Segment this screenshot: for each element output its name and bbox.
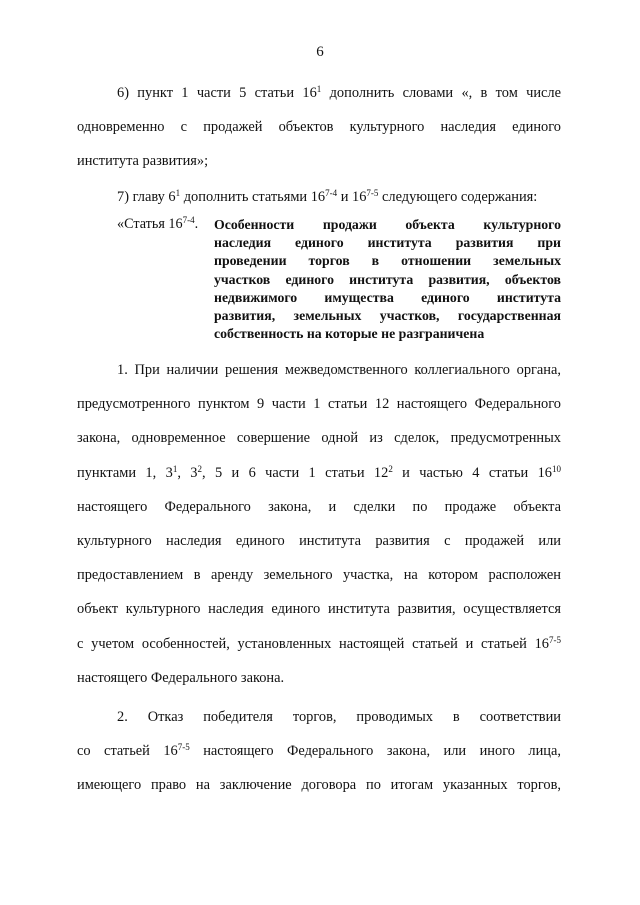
title-line: наследия единого института развития при — [214, 235, 561, 251]
title-line: развития, земельных участков, государственная — [214, 308, 561, 324]
paragraph-item-7 — [77, 180, 561, 214]
text-line: культурного наследия единого института развития с продажей или — [77, 533, 561, 550]
section-1-paragraph — [77, 353, 561, 695]
text-line: закона, одновременное совершение одной из сделок, предусмотренных — [77, 430, 561, 447]
section-2-paragraph — [77, 700, 561, 803]
article-label: «Статья 16$^{7-4}$. — [117, 215, 199, 232]
text-line: со статьей 16$^{7-5}$ настоящего Федерального закона, или иного лица, — [77, 742, 561, 760]
title-line: собственность на которые не разграничена — [214, 326, 485, 342]
text-line: предусмотренного пунктом 9 части 1 статьи 12 настоящего Федерального — [77, 396, 561, 413]
text-line: одновременно с продажей объектов культурного наследия единого — [77, 119, 561, 136]
text-line: с учетом особенностей, установленных настоящей статьей и статьей 16$^{7-5}$ — [77, 634, 561, 652]
text-line: пунктами 1, $3^1$, $3^2$, 5 и 6 части 1 статьи $12^2$ и частью 4 статьи $16^{10}$ — [77, 463, 562, 481]
text-line: 6) пункт 1 части 5 статьи $16^1$ дополнить словами «, в том числе — [117, 84, 562, 101]
page-number: 6 — [316, 44, 324, 60]
text-line: 1. При наличии решения межведомственного коллегиального органа, — [117, 362, 561, 378]
article-title — [214, 216, 561, 343]
text-line: 2. Отказ победителя торгов, проводимых в соответствии — [117, 709, 561, 725]
title-line: участков единого института развития, объектов — [214, 271, 561, 287]
text-line: предоставлением в аренду земельного участка, на котором расположен — [77, 567, 561, 584]
title-line: Особенности продажи объекта культурного — [214, 217, 561, 232]
text-line: настоящего Федерального закона, и сделки по продаже объекта — [77, 498, 561, 515]
text-line: настоящего Федерального закона. — [77, 669, 285, 686]
text-line: имеющего право на заключение договора по итогам указанных торгов, — [77, 777, 561, 794]
title-line: проведении торгов в отношении земельных — [214, 253, 561, 269]
text-line: объект культурного наследия единого института развития, осуществляется — [77, 601, 561, 618]
text-line: института развития»; — [77, 153, 209, 170]
text-line: 7) главу $6^1$ дополнить статьями 16$^{7-4}$ и 16$^{7-5}$ следующего содержания: — [117, 188, 538, 205]
title-line: недвижимого имущества единого института — [214, 289, 561, 305]
paragraph-item-6 — [77, 76, 561, 179]
